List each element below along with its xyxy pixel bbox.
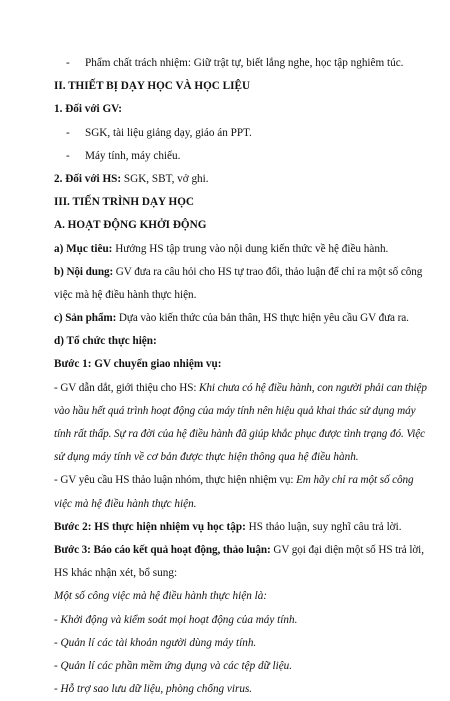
paragraph-line <box>54 469 414 492</box>
bullet-dash: - <box>66 126 70 139</box>
document-page <box>54 52 427 701</box>
section-heading-equipment: II. THIẾT BỊ DẠY HỌC VÀ HỌC LIỆU <box>54 80 251 93</box>
product-text: Dựa vào kiến thức của bản thân, HS thực hiện yêu cầu GV đưa ra. <box>116 312 409 325</box>
subheading-student: 2. Đối với HS: <box>54 172 122 185</box>
step2-text: HS thảo luận, suy nghĩ câu trả lời. <box>245 520 402 533</box>
result-item: - Khởi động và kiểm soát mọi hoạt động của máy tính. <box>54 613 298 626</box>
paragraph-italic: Khi chưa có hệ điều hành, con người phải can thiệp <box>199 381 427 394</box>
bullet-dash: - <box>66 57 70 69</box>
content-line <box>54 261 423 284</box>
product-label: c) Sản phẩm: <box>54 312 117 325</box>
activity-heading: A. HOẠT ĐỘNG KHỞI ĐỘNG <box>54 219 207 232</box>
step3-line <box>54 539 424 562</box>
step2-label: Bước 2: HS thực hiện nhiệm vụ học tập: <box>54 520 246 533</box>
bullet-text: SGK, tài liệu giảng dạy, giáo án PPT. <box>85 126 252 139</box>
result-item: - Quản lí các tài khoản người dùng máy tính. <box>54 636 257 649</box>
paragraph-line <box>54 377 427 400</box>
paragraph-italic-line: vào hầu hết quá trình hoạt động của máy tính nên hiệu quả khai thác sử dụng máy <box>54 404 416 417</box>
subheading-teacher: 1. Đối với GV: <box>54 103 122 116</box>
student-materials-line <box>54 168 410 191</box>
paragraph-italic-line: sử dụng máy tính về cơ bản được thực hiện thông qua hệ điều hành. <box>54 451 359 464</box>
paragraph-italic-line: việc mà hệ điều hành thực hiện. <box>54 497 197 510</box>
student-materials-text: SGK, SBT, vở ghi. <box>121 172 209 185</box>
objective-label: a) Mục tiêu: <box>54 242 113 255</box>
bullet-dash: - <box>66 149 70 162</box>
paragraph-text: - GV dẫn dắt, giới thiệu cho HS: <box>54 381 200 394</box>
step3-text: GV gọi đại diện một số HS trả lời, <box>270 543 424 556</box>
bullet-text: Máy tính, máy chiếu. <box>85 149 181 162</box>
objective-text: Hướng HS tập trung vào nội dung kiến thức về hệ điều hành. <box>112 242 389 255</box>
step3-label: Bước 3: Báo cáo kết quả hoạt động, thảo luận: <box>54 543 271 556</box>
paragraph-text: - GV yêu cầu HS thảo luận nhóm, thực hiện nhiệm vụ: <box>54 474 297 487</box>
step1-heading: Bước 1: GV chuyển giao nhiệm vụ: <box>54 358 222 371</box>
step3-text-cont: HS khác nhận xét, bổ sung: <box>54 567 178 580</box>
objective-line <box>54 238 410 261</box>
bullet-text: Phẩm chất trách nhiệm: Giữ trật tự, biết lắng nghe, học tập nghiêm túc. <box>85 57 404 69</box>
content-label: b) Nội dung: <box>54 265 114 278</box>
content-text-cont: việc mà hệ điều hành thực hiện. <box>54 288 197 301</box>
content-text: GV đưa ra câu hỏi cho HS tự trao đổi, thảo luận để chỉ ra một số công <box>113 265 423 278</box>
paragraph-italic: Em hãy chỉ ra một số công <box>296 474 414 487</box>
result-item: - Hỗ trợ sao lưu dữ liệu, phòng chống virus. <box>54 683 253 696</box>
organization-heading: d) Tổ chức thực hiện: <box>54 335 157 348</box>
paragraph-italic-line: tính rất thấp. Sự ra đời của hệ điều hành đã giúp khắc phục được tình trạng đó. Việc <box>54 428 426 440</box>
result-intro: Một số công việc mà hệ điều hành thực hiện là: <box>54 590 268 603</box>
section-heading-process: III. TIẾN TRÌNH DẠY HỌC <box>54 196 194 209</box>
bullet-line <box>54 122 410 145</box>
product-line <box>54 307 410 330</box>
bullet-line <box>54 52 410 75</box>
result-item: - Quản lí các phần mềm ứng dụng và các tệp dữ liệu. <box>54 659 293 672</box>
step2-line <box>54 516 410 539</box>
bullet-line <box>54 145 410 168</box>
